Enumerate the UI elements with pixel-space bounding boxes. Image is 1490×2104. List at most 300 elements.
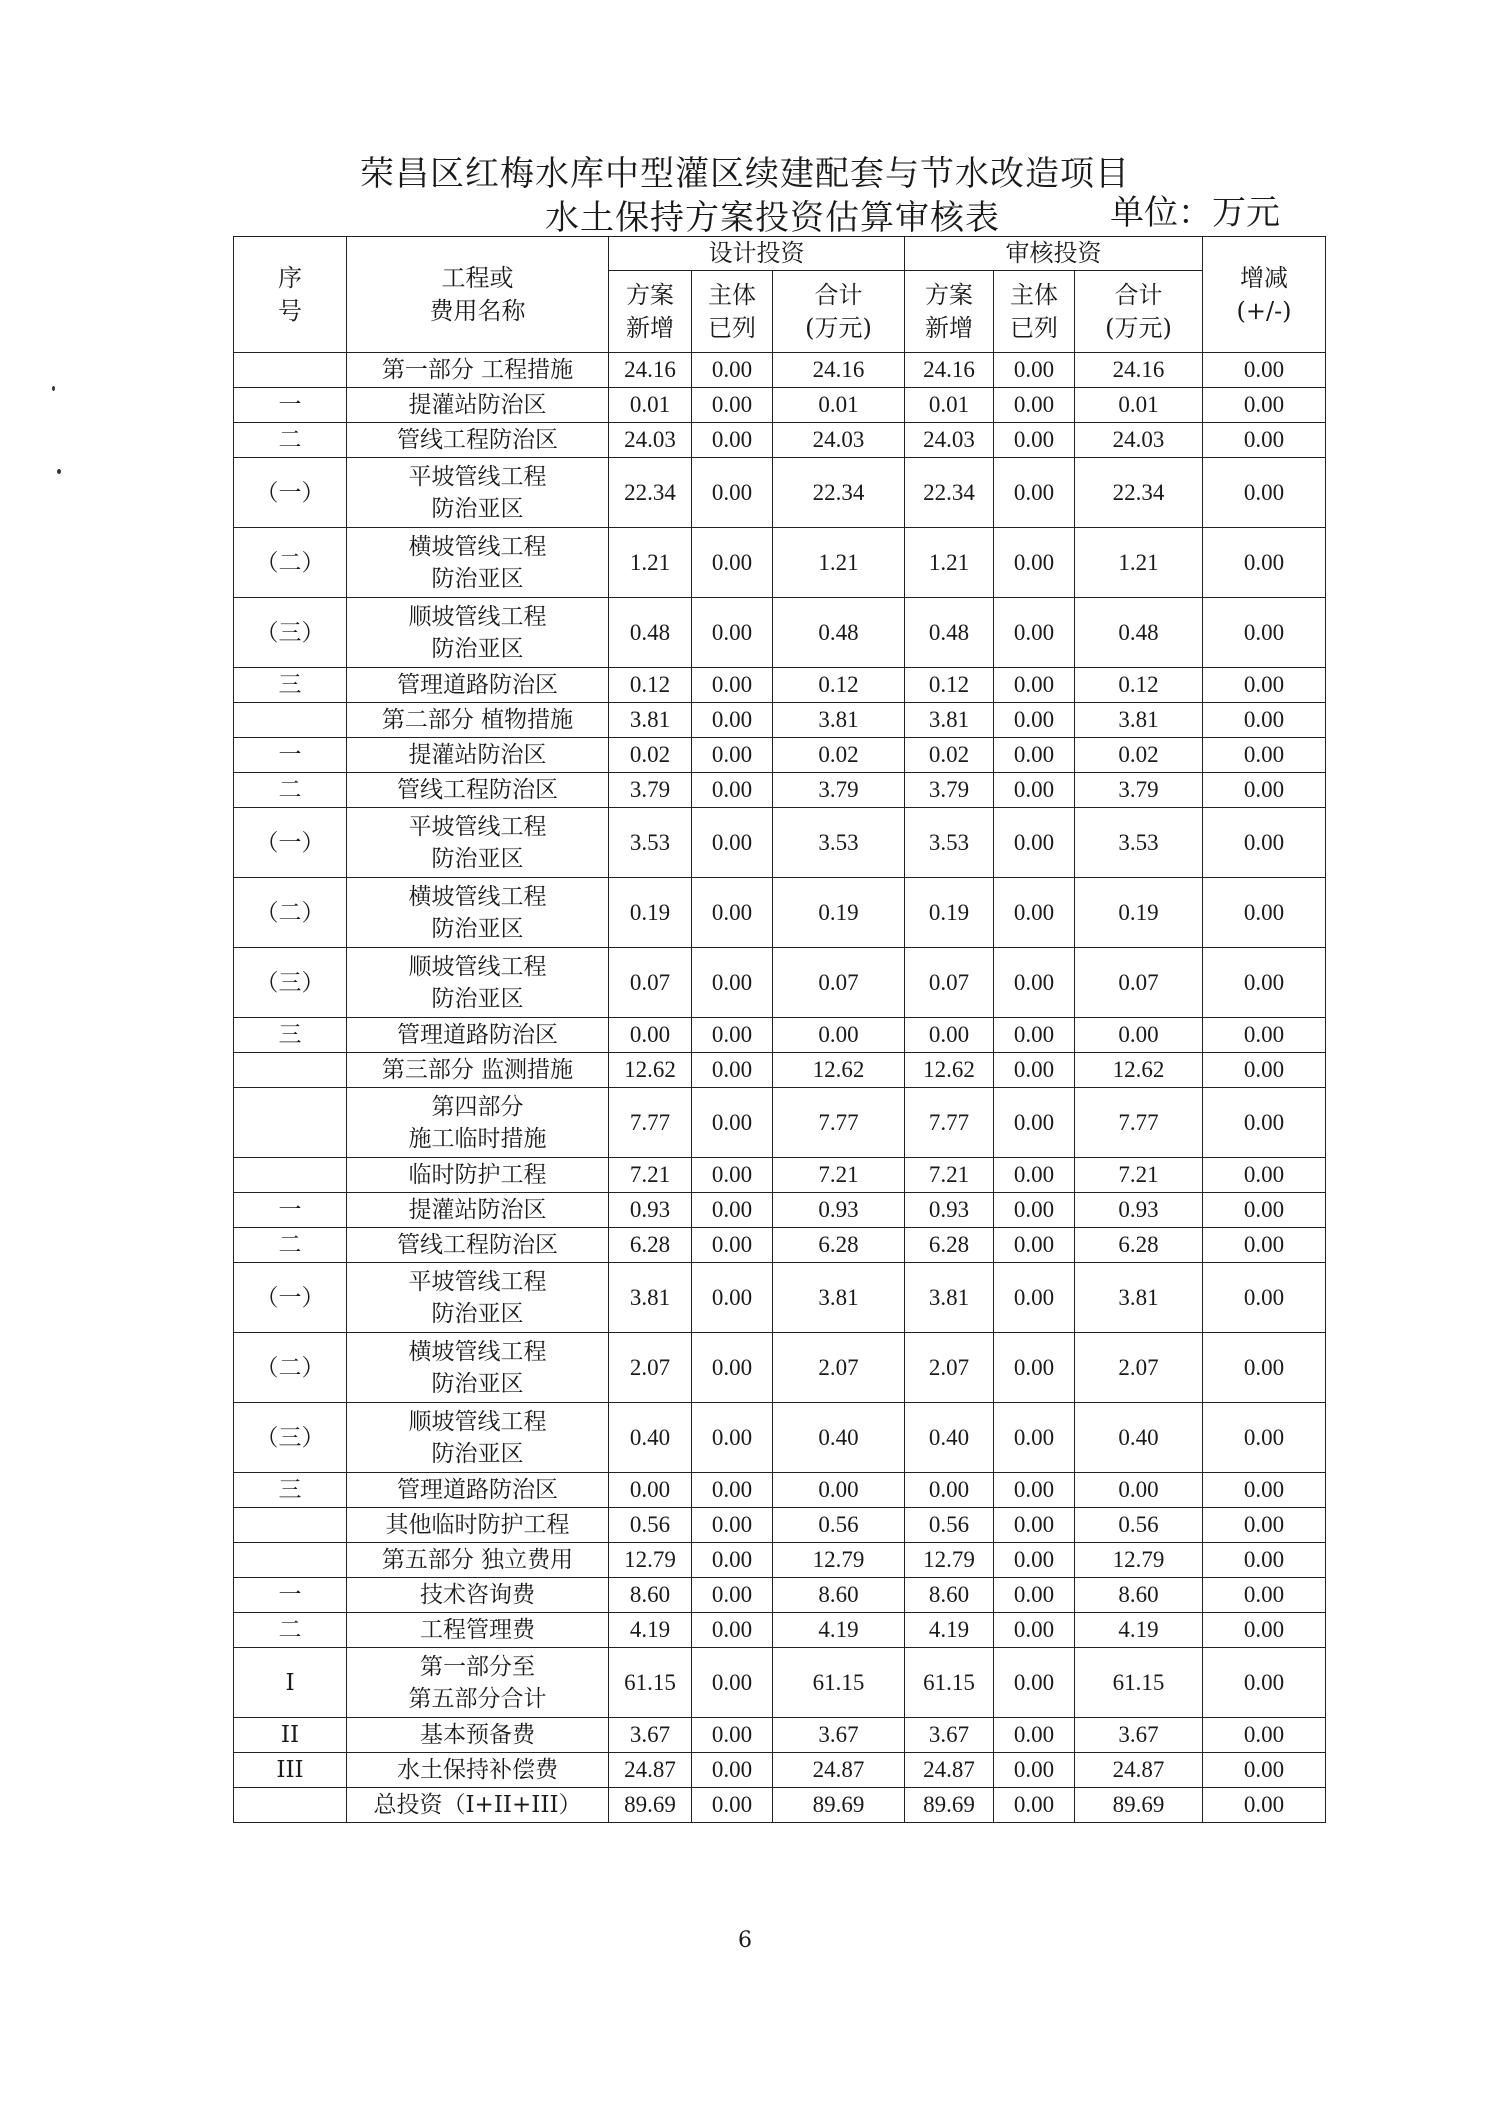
- table-row: [234, 1648, 1326, 1718]
- cell-review-new: 3.79: [905, 773, 994, 808]
- cell-design-listed: 0.00: [692, 1263, 773, 1333]
- cell-review-new: 0.56: [905, 1508, 994, 1543]
- cell-design-total: 12.79: [773, 1543, 905, 1578]
- cell-seq: [234, 1158, 347, 1193]
- cell-change: 0.00: [1203, 1473, 1326, 1508]
- cell-design-total: 24.87: [773, 1753, 905, 1788]
- cell-design-total: 7.77: [773, 1088, 905, 1158]
- cell-change: 0.00: [1203, 1158, 1326, 1193]
- cell-design-total: 3.53: [773, 808, 905, 878]
- cell-design-total: 0.19: [773, 878, 905, 948]
- table-row: [234, 878, 1326, 948]
- cell-seq: 一: [234, 1193, 347, 1228]
- unit-label: 单位：万元: [1110, 193, 1280, 233]
- cell-name: 其他临时防护工程: [347, 1508, 609, 1543]
- cell-review-total: 12.62: [1075, 1053, 1203, 1088]
- cell-change: 0.00: [1203, 1088, 1326, 1158]
- cell-review-listed: 0.00: [994, 1718, 1075, 1753]
- cell-change: 0.00: [1203, 773, 1326, 808]
- cell-design-listed: 0.00: [692, 1018, 773, 1053]
- cell-design-total: 6.28: [773, 1228, 905, 1263]
- header-change: 增减 (+/-): [1203, 237, 1326, 353]
- cell-seq: （一）: [234, 1263, 347, 1333]
- cell-change: 0.00: [1203, 1718, 1326, 1753]
- cell-design-new: 22.34: [609, 458, 692, 528]
- cell-review-new: 0.01: [905, 388, 994, 423]
- cell-design-total: 0.02: [773, 738, 905, 773]
- cell-review-new: 7.21: [905, 1158, 994, 1193]
- cell-seq: [234, 1788, 347, 1823]
- cell-review-listed: 0.00: [994, 598, 1075, 668]
- cell-review-new: 61.15: [905, 1648, 994, 1718]
- cell-review-total: 4.19: [1075, 1613, 1203, 1648]
- table-row: [234, 1473, 1326, 1508]
- cell-design-new: 0.93: [609, 1193, 692, 1228]
- table-row: [234, 458, 1326, 528]
- header-review-total: 合计 (万元): [1075, 271, 1203, 353]
- header-design-investment: 设计投资: [609, 237, 905, 271]
- cell-seq: （二）: [234, 878, 347, 948]
- cell-review-total: 6.28: [1075, 1228, 1203, 1263]
- cell-design-total: 0.00: [773, 1473, 905, 1508]
- cell-design-listed: 0.00: [692, 528, 773, 598]
- cell-change: 0.00: [1203, 1543, 1326, 1578]
- cell-seq: [234, 1088, 347, 1158]
- cell-review-listed: 0.00: [994, 773, 1075, 808]
- cell-review-total: 3.79: [1075, 773, 1203, 808]
- cell-name: 管线工程防治区: [347, 423, 609, 458]
- cell-design-listed: 0.00: [692, 878, 773, 948]
- header-design-listed: 主体 已列: [692, 271, 773, 353]
- cell-review-listed: 0.00: [994, 1753, 1075, 1788]
- cell-review-listed: 0.00: [994, 1403, 1075, 1473]
- cell-design-total: 24.16: [773, 353, 905, 388]
- cell-review-new: 24.87: [905, 1753, 994, 1788]
- cell-change: 0.00: [1203, 1508, 1326, 1543]
- cell-name: 技术咨询费: [347, 1578, 609, 1613]
- cell-change: 0.00: [1203, 1263, 1326, 1333]
- cell-design-listed: 0.00: [692, 1158, 773, 1193]
- cell-design-new: 8.60: [609, 1578, 692, 1613]
- table-row: [234, 1228, 1326, 1263]
- cell-review-listed: 0.00: [994, 703, 1075, 738]
- table-row: [234, 1753, 1326, 1788]
- cell-design-listed: 0.00: [692, 1613, 773, 1648]
- cell-name: 管线工程防治区: [347, 1228, 609, 1263]
- cell-design-listed: 0.00: [692, 1648, 773, 1718]
- cell-design-listed: 0.00: [692, 1088, 773, 1158]
- cell-name: 顺坡管线工程 防治亚区: [347, 598, 609, 668]
- cell-review-new: 89.69: [905, 1788, 994, 1823]
- cell-review-new: 0.48: [905, 598, 994, 668]
- cell-name: 管理道路防治区: [347, 1018, 609, 1053]
- cell-review-new: 3.81: [905, 1263, 994, 1333]
- cell-seq: II: [234, 1718, 347, 1753]
- cell-design-listed: 0.00: [692, 738, 773, 773]
- cell-seq: [234, 1508, 347, 1543]
- cell-review-listed: 0.00: [994, 808, 1075, 878]
- cell-design-total: 0.01: [773, 388, 905, 423]
- cell-name: 横坡管线工程 防治亚区: [347, 878, 609, 948]
- cell-name: 提灌站防治区: [347, 738, 609, 773]
- cell-name: 管理道路防治区: [347, 1473, 609, 1508]
- cell-design-new: 0.12: [609, 668, 692, 703]
- table-row: [234, 1578, 1326, 1613]
- table-row: [234, 1613, 1326, 1648]
- cell-design-listed: 0.00: [692, 1228, 773, 1263]
- cell-design-listed: 0.00: [692, 1543, 773, 1578]
- cell-review-new: 2.07: [905, 1333, 994, 1403]
- cell-design-new: 3.53: [609, 808, 692, 878]
- cell-review-new: 24.03: [905, 423, 994, 458]
- cell-design-listed: 0.00: [692, 598, 773, 668]
- cell-review-total: 24.16: [1075, 353, 1203, 388]
- cell-design-new: 3.81: [609, 703, 692, 738]
- cell-review-listed: 0.00: [994, 353, 1075, 388]
- header-review-listed: 主体 已列: [994, 271, 1075, 353]
- cell-name: 平坡管线工程 防治亚区: [347, 1263, 609, 1333]
- table-row: [234, 598, 1326, 668]
- cell-design-total: 0.00: [773, 1018, 905, 1053]
- cell-seq: 二: [234, 1613, 347, 1648]
- cell-review-total: 3.67: [1075, 1718, 1203, 1753]
- cell-review-listed: 0.00: [994, 1018, 1075, 1053]
- table-row: [234, 738, 1326, 773]
- cell-review-listed: 0.00: [994, 528, 1075, 598]
- cell-design-new: 89.69: [609, 1788, 692, 1823]
- cell-seq: （二）: [234, 528, 347, 598]
- cell-design-listed: 0.00: [692, 388, 773, 423]
- cell-design-listed: 0.00: [692, 1753, 773, 1788]
- cell-design-total: 0.12: [773, 668, 905, 703]
- header-seq: 序 号: [234, 237, 347, 353]
- page-number: 6: [738, 1928, 752, 1953]
- cell-review-listed: 0.00: [994, 1578, 1075, 1613]
- cell-change: 0.00: [1203, 668, 1326, 703]
- cell-change: 0.00: [1203, 948, 1326, 1018]
- cell-review-listed: 0.00: [994, 1263, 1075, 1333]
- cell-change: 0.00: [1203, 1053, 1326, 1088]
- table-row: [234, 528, 1326, 598]
- cell-review-new: 0.12: [905, 668, 994, 703]
- cell-name: 横坡管线工程 防治亚区: [347, 528, 609, 598]
- cell-review-new: 12.79: [905, 1543, 994, 1578]
- cell-seq: 一: [234, 388, 347, 423]
- cell-design-new: 0.00: [609, 1473, 692, 1508]
- table-row: [234, 388, 1326, 423]
- cell-design-new: 0.48: [609, 598, 692, 668]
- table-row: [234, 423, 1326, 458]
- cell-name: 工程管理费: [347, 1613, 609, 1648]
- cell-name: 第三部分 监测措施: [347, 1053, 609, 1088]
- cell-review-total: 0.19: [1075, 878, 1203, 948]
- cell-seq: （三）: [234, 1403, 347, 1473]
- cell-name: 第一部分 工程措施: [347, 353, 609, 388]
- cell-review-total: 7.21: [1075, 1158, 1203, 1193]
- cell-design-total: 89.69: [773, 1788, 905, 1823]
- cell-review-total: 22.34: [1075, 458, 1203, 528]
- cell-change: 0.00: [1203, 1578, 1326, 1613]
- cell-review-listed: 0.00: [994, 1193, 1075, 1228]
- cell-design-total: 0.93: [773, 1193, 905, 1228]
- cell-change: 0.00: [1203, 458, 1326, 528]
- cell-design-total: 1.21: [773, 528, 905, 598]
- header-name: 工程或 费用名称: [347, 237, 609, 353]
- cell-name: 第二部分 植物措施: [347, 703, 609, 738]
- cell-change: 0.00: [1203, 1193, 1326, 1228]
- cell-design-total: 3.79: [773, 773, 905, 808]
- scan-speck: [57, 469, 61, 474]
- cell-review-new: 1.21: [905, 528, 994, 598]
- cell-change: 0.00: [1203, 738, 1326, 773]
- cell-change: 0.00: [1203, 598, 1326, 668]
- table-row: [234, 1543, 1326, 1578]
- cell-design-total: 22.34: [773, 458, 905, 528]
- cell-design-listed: 0.00: [692, 353, 773, 388]
- table-row: [234, 1263, 1326, 1333]
- cell-review-listed: 0.00: [994, 388, 1075, 423]
- table-row: [234, 668, 1326, 703]
- cell-seq: [234, 1053, 347, 1088]
- cell-review-new: 4.19: [905, 1613, 994, 1648]
- cell-review-total: 61.15: [1075, 1648, 1203, 1718]
- cell-design-new: 7.21: [609, 1158, 692, 1193]
- table-row: [234, 1193, 1326, 1228]
- cell-review-listed: 0.00: [994, 1543, 1075, 1578]
- cell-seq: 三: [234, 1473, 347, 1508]
- table-row: [234, 1333, 1326, 1403]
- cell-change: 0.00: [1203, 703, 1326, 738]
- table-row: [234, 1158, 1326, 1193]
- cell-review-listed: 0.00: [994, 1228, 1075, 1263]
- cell-change: 0.00: [1203, 1648, 1326, 1718]
- cell-review-total: 3.53: [1075, 808, 1203, 878]
- cell-name: 第一部分至 第五部分合计: [347, 1648, 609, 1718]
- cell-review-new: 0.02: [905, 738, 994, 773]
- scan-speck: [52, 386, 55, 391]
- cell-design-total: 3.81: [773, 1263, 905, 1333]
- table-row: [234, 773, 1326, 808]
- cell-design-new: 0.01: [609, 388, 692, 423]
- cell-design-new: 12.79: [609, 1543, 692, 1578]
- cell-seq: [234, 353, 347, 388]
- header-review-new: 方案 新增: [905, 271, 994, 353]
- cell-change: 0.00: [1203, 1613, 1326, 1648]
- cell-seq: （三）: [234, 948, 347, 1018]
- cell-design-total: 8.60: [773, 1578, 905, 1613]
- cell-design-total: 0.56: [773, 1508, 905, 1543]
- cell-seq: 一: [234, 738, 347, 773]
- cell-name: 横坡管线工程 防治亚区: [347, 1333, 609, 1403]
- cell-review-total: 24.87: [1075, 1753, 1203, 1788]
- cell-review-total: 0.02: [1075, 738, 1203, 773]
- cell-review-total: 0.40: [1075, 1403, 1203, 1473]
- cell-seq: （二）: [234, 1333, 347, 1403]
- cell-review-new: 0.07: [905, 948, 994, 1018]
- cell-review-total: 0.48: [1075, 598, 1203, 668]
- cell-review-listed: 0.00: [994, 738, 1075, 773]
- cell-change: 0.00: [1203, 388, 1326, 423]
- cell-name: 水土保持补偿费: [347, 1753, 609, 1788]
- cell-review-new: 0.40: [905, 1403, 994, 1473]
- cell-review-listed: 0.00: [994, 1088, 1075, 1158]
- cell-design-total: 3.67: [773, 1718, 905, 1753]
- cell-seq: 三: [234, 668, 347, 703]
- cell-design-new: 4.19: [609, 1613, 692, 1648]
- cell-design-total: 2.07: [773, 1333, 905, 1403]
- cell-design-listed: 0.00: [692, 1193, 773, 1228]
- cell-review-total: 24.03: [1075, 423, 1203, 458]
- cell-change: 0.00: [1203, 353, 1326, 388]
- cell-design-total: 0.07: [773, 948, 905, 1018]
- table-row: [234, 1053, 1326, 1088]
- cell-design-new: 0.00: [609, 1018, 692, 1053]
- document-title: 荣昌区红梅水库中型灌区续建配套与节水改造项目: [360, 154, 1130, 194]
- cell-change: 0.00: [1203, 1018, 1326, 1053]
- table-row: [234, 1088, 1326, 1158]
- cell-review-listed: 0.00: [994, 668, 1075, 703]
- cell-design-listed: 0.00: [692, 1053, 773, 1088]
- table-row: [234, 1718, 1326, 1753]
- table-row: [234, 1403, 1326, 1473]
- cell-design-listed: 0.00: [692, 703, 773, 738]
- cell-name: 提灌站防治区: [347, 388, 609, 423]
- cell-name: 顺坡管线工程 防治亚区: [347, 1403, 609, 1473]
- cell-design-listed: 0.00: [692, 1508, 773, 1543]
- cell-review-total: 0.00: [1075, 1018, 1203, 1053]
- cell-seq: 二: [234, 773, 347, 808]
- cell-name: 顺坡管线工程 防治亚区: [347, 948, 609, 1018]
- cell-name: 基本预备费: [347, 1718, 609, 1753]
- cell-change: 0.00: [1203, 878, 1326, 948]
- cell-design-new: 24.87: [609, 1753, 692, 1788]
- cell-review-total: 3.81: [1075, 1263, 1203, 1333]
- cell-review-total: 2.07: [1075, 1333, 1203, 1403]
- cell-design-listed: 0.00: [692, 808, 773, 878]
- cell-review-new: 12.62: [905, 1053, 994, 1088]
- header-design-total: 合计 (万元): [773, 271, 905, 353]
- table-body: [234, 353, 1326, 1823]
- cell-review-new: 0.19: [905, 878, 994, 948]
- cell-review-total: 0.12: [1075, 668, 1203, 703]
- table-row: [234, 948, 1326, 1018]
- cell-design-total: 7.21: [773, 1158, 905, 1193]
- cell-design-new: 2.07: [609, 1333, 692, 1403]
- cell-review-total: 0.93: [1075, 1193, 1203, 1228]
- cell-seq: 三: [234, 1018, 347, 1053]
- cell-design-listed: 0.00: [692, 1578, 773, 1613]
- cell-change: 0.00: [1203, 1753, 1326, 1788]
- cell-design-total: 0.48: [773, 598, 905, 668]
- cell-name: 管线工程防治区: [347, 773, 609, 808]
- cell-design-listed: 0.00: [692, 423, 773, 458]
- cell-review-new: 3.67: [905, 1718, 994, 1753]
- cell-review-listed: 0.00: [994, 1788, 1075, 1823]
- cell-design-total: 4.19: [773, 1613, 905, 1648]
- cell-design-new: 0.02: [609, 738, 692, 773]
- cell-change: 0.00: [1203, 1333, 1326, 1403]
- cell-design-listed: 0.00: [692, 948, 773, 1018]
- cell-change: 0.00: [1203, 528, 1326, 598]
- cell-design-listed: 0.00: [692, 1333, 773, 1403]
- cell-review-new: 0.93: [905, 1193, 994, 1228]
- table-row: [234, 1018, 1326, 1053]
- cell-review-new: 7.77: [905, 1088, 994, 1158]
- table-title: 水土保持方案投资估算审核表: [545, 198, 1000, 238]
- cell-review-total: 0.00: [1075, 1473, 1203, 1508]
- cell-seq: [234, 1543, 347, 1578]
- table-row: [234, 703, 1326, 738]
- cell-design-new: 6.28: [609, 1228, 692, 1263]
- cell-design-new: 12.62: [609, 1053, 692, 1088]
- cell-design-listed: 0.00: [692, 1403, 773, 1473]
- cell-review-total: 7.77: [1075, 1088, 1203, 1158]
- cell-review-new: 22.34: [905, 458, 994, 528]
- cell-review-listed: 0.00: [994, 1508, 1075, 1543]
- cell-name: 提灌站防治区: [347, 1193, 609, 1228]
- cell-design-new: 0.56: [609, 1508, 692, 1543]
- cell-change: 0.00: [1203, 1788, 1326, 1823]
- cell-review-new: 3.53: [905, 808, 994, 878]
- cell-review-listed: 0.00: [994, 423, 1075, 458]
- cell-design-new: 61.15: [609, 1648, 692, 1718]
- cell-review-new: 24.16: [905, 353, 994, 388]
- cell-review-total: 89.69: [1075, 1788, 1203, 1823]
- cell-design-new: 24.16: [609, 353, 692, 388]
- cell-seq: （一）: [234, 808, 347, 878]
- table-row: [234, 808, 1326, 878]
- cell-design-listed: 0.00: [692, 668, 773, 703]
- cell-design-total: 3.81: [773, 703, 905, 738]
- cell-design-total: 61.15: [773, 1648, 905, 1718]
- cell-design-total: 24.03: [773, 423, 905, 458]
- cell-seq: III: [234, 1753, 347, 1788]
- cell-design-new: 0.19: [609, 878, 692, 948]
- cell-review-listed: 0.00: [994, 1613, 1075, 1648]
- cell-review-total: 12.79: [1075, 1543, 1203, 1578]
- cell-review-total: 8.60: [1075, 1578, 1203, 1613]
- cell-change: 0.00: [1203, 1403, 1326, 1473]
- cell-review-new: 8.60: [905, 1578, 994, 1613]
- cell-design-total: 12.62: [773, 1053, 905, 1088]
- cell-name: 平坡管线工程 防治亚区: [347, 458, 609, 528]
- cell-seq: （一）: [234, 458, 347, 528]
- header-design-new: 方案 新增: [609, 271, 692, 353]
- cell-review-listed: 0.00: [994, 1053, 1075, 1088]
- cell-review-listed: 0.00: [994, 458, 1075, 528]
- cell-change: 0.00: [1203, 423, 1326, 458]
- cell-review-total: 1.21: [1075, 528, 1203, 598]
- cell-name: 平坡管线工程 防治亚区: [347, 808, 609, 878]
- cell-review-total: 0.56: [1075, 1508, 1203, 1543]
- cell-design-listed: 0.00: [692, 1718, 773, 1753]
- cell-review-total: 3.81: [1075, 703, 1203, 738]
- cell-name: 第四部分 施工临时措施: [347, 1088, 609, 1158]
- cell-review-listed: 0.00: [994, 948, 1075, 1018]
- cell-design-listed: 0.00: [692, 458, 773, 528]
- cell-review-listed: 0.00: [994, 1158, 1075, 1193]
- cell-review-new: 0.00: [905, 1018, 994, 1053]
- cell-seq: I: [234, 1648, 347, 1718]
- cell-name: 总投资（I+II+III）: [347, 1788, 609, 1823]
- cell-design-new: 0.40: [609, 1403, 692, 1473]
- cell-name: 第五部分 独立费用: [347, 1543, 609, 1578]
- header-review-investment: 审核投资: [905, 237, 1203, 271]
- table-row: [234, 1508, 1326, 1543]
- cell-name: 临时防护工程: [347, 1158, 609, 1193]
- cell-seq: （三）: [234, 598, 347, 668]
- cell-review-listed: 0.00: [994, 1648, 1075, 1718]
